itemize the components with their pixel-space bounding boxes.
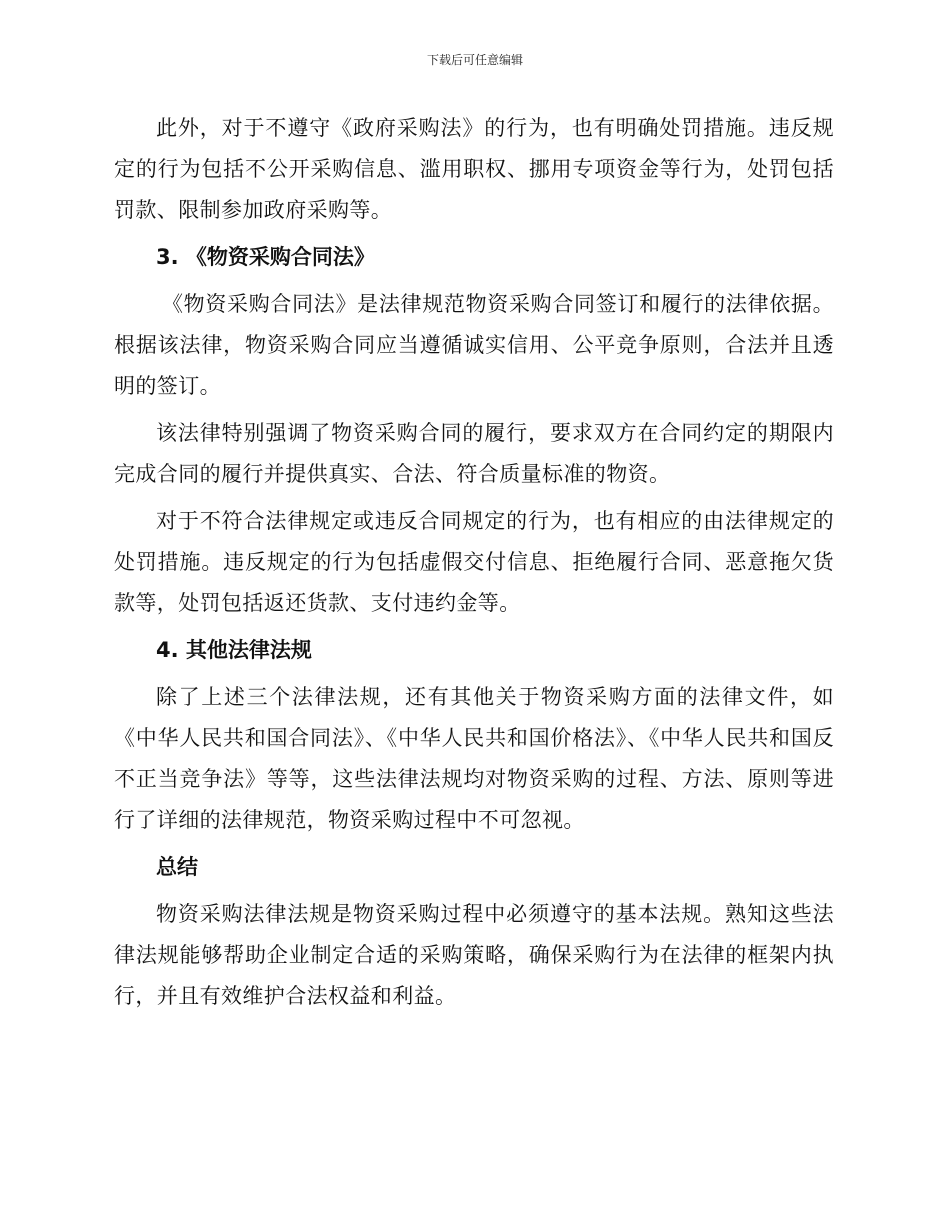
- page-header: 下载后可任意编辑: [426, 53, 523, 67]
- paragraph-contract-performance: 该法律特别强调了物资采购合同的履行，要求双方在合同约定的期限内完成合同的履行并提供真实、合法、符合质量标准的物资。: [114, 421, 834, 486]
- section-heading-3: 3. 《物资采购合同法》: [156, 245, 375, 269]
- document-body: [114, 108, 834, 1023]
- section-heading-summary: 总结: [156, 855, 198, 879]
- paragraph-other-laws: 除了上述三个法律法规，还有其他关于物资采购方面的法律文件，如《中华人民共和国合同法》、《中华人民共和国价格法》、《中华人民共和国反不正当竞争法》等等，这些法律法规均对物资采购的过程、方法、原则等进行了详细的法律规范，物资采购过程中不可忽视。: [114, 685, 834, 832]
- paragraph-contract-law-basis: 《物资采购合同法》是法律规范物资采购合同签订和履行的法律依据。根据该法律，物资采购合同应当遵循诚实信用、公平竞争原则，合法并且透明的签订。: [114, 292, 834, 398]
- paragraph-contract-penalties: 对于不符合法律规定或违反合同规定的行为，也有相应的由法律规定的处罚措施。违反规定的行为包括虚假交付信息、拒绝履行合同、恶意拖欠货款等，处罚包括返还货款、支付违约金等。: [114, 509, 834, 615]
- paragraph-summary: 物资采购法律法规是物资采购过程中必须遵守的基本法规。熟知这些法律法规能够帮助企业制定合适的采购策略，确保采购行为在法律的框架内执行，并且有效维护合法权益和利益。: [114, 902, 834, 1008]
- section-heading-4: 4. 其他法律法规: [156, 638, 312, 662]
- paragraph-penalties-government-procurement: 此外，对于不遵守《政府采购法》的行为，也有明确处罚措施。违反规定的行为包括不公开采购信息、滥用职权、挪用专项资金等行为，处罚包括罚款、限制参加政府采购等。: [114, 116, 834, 222]
